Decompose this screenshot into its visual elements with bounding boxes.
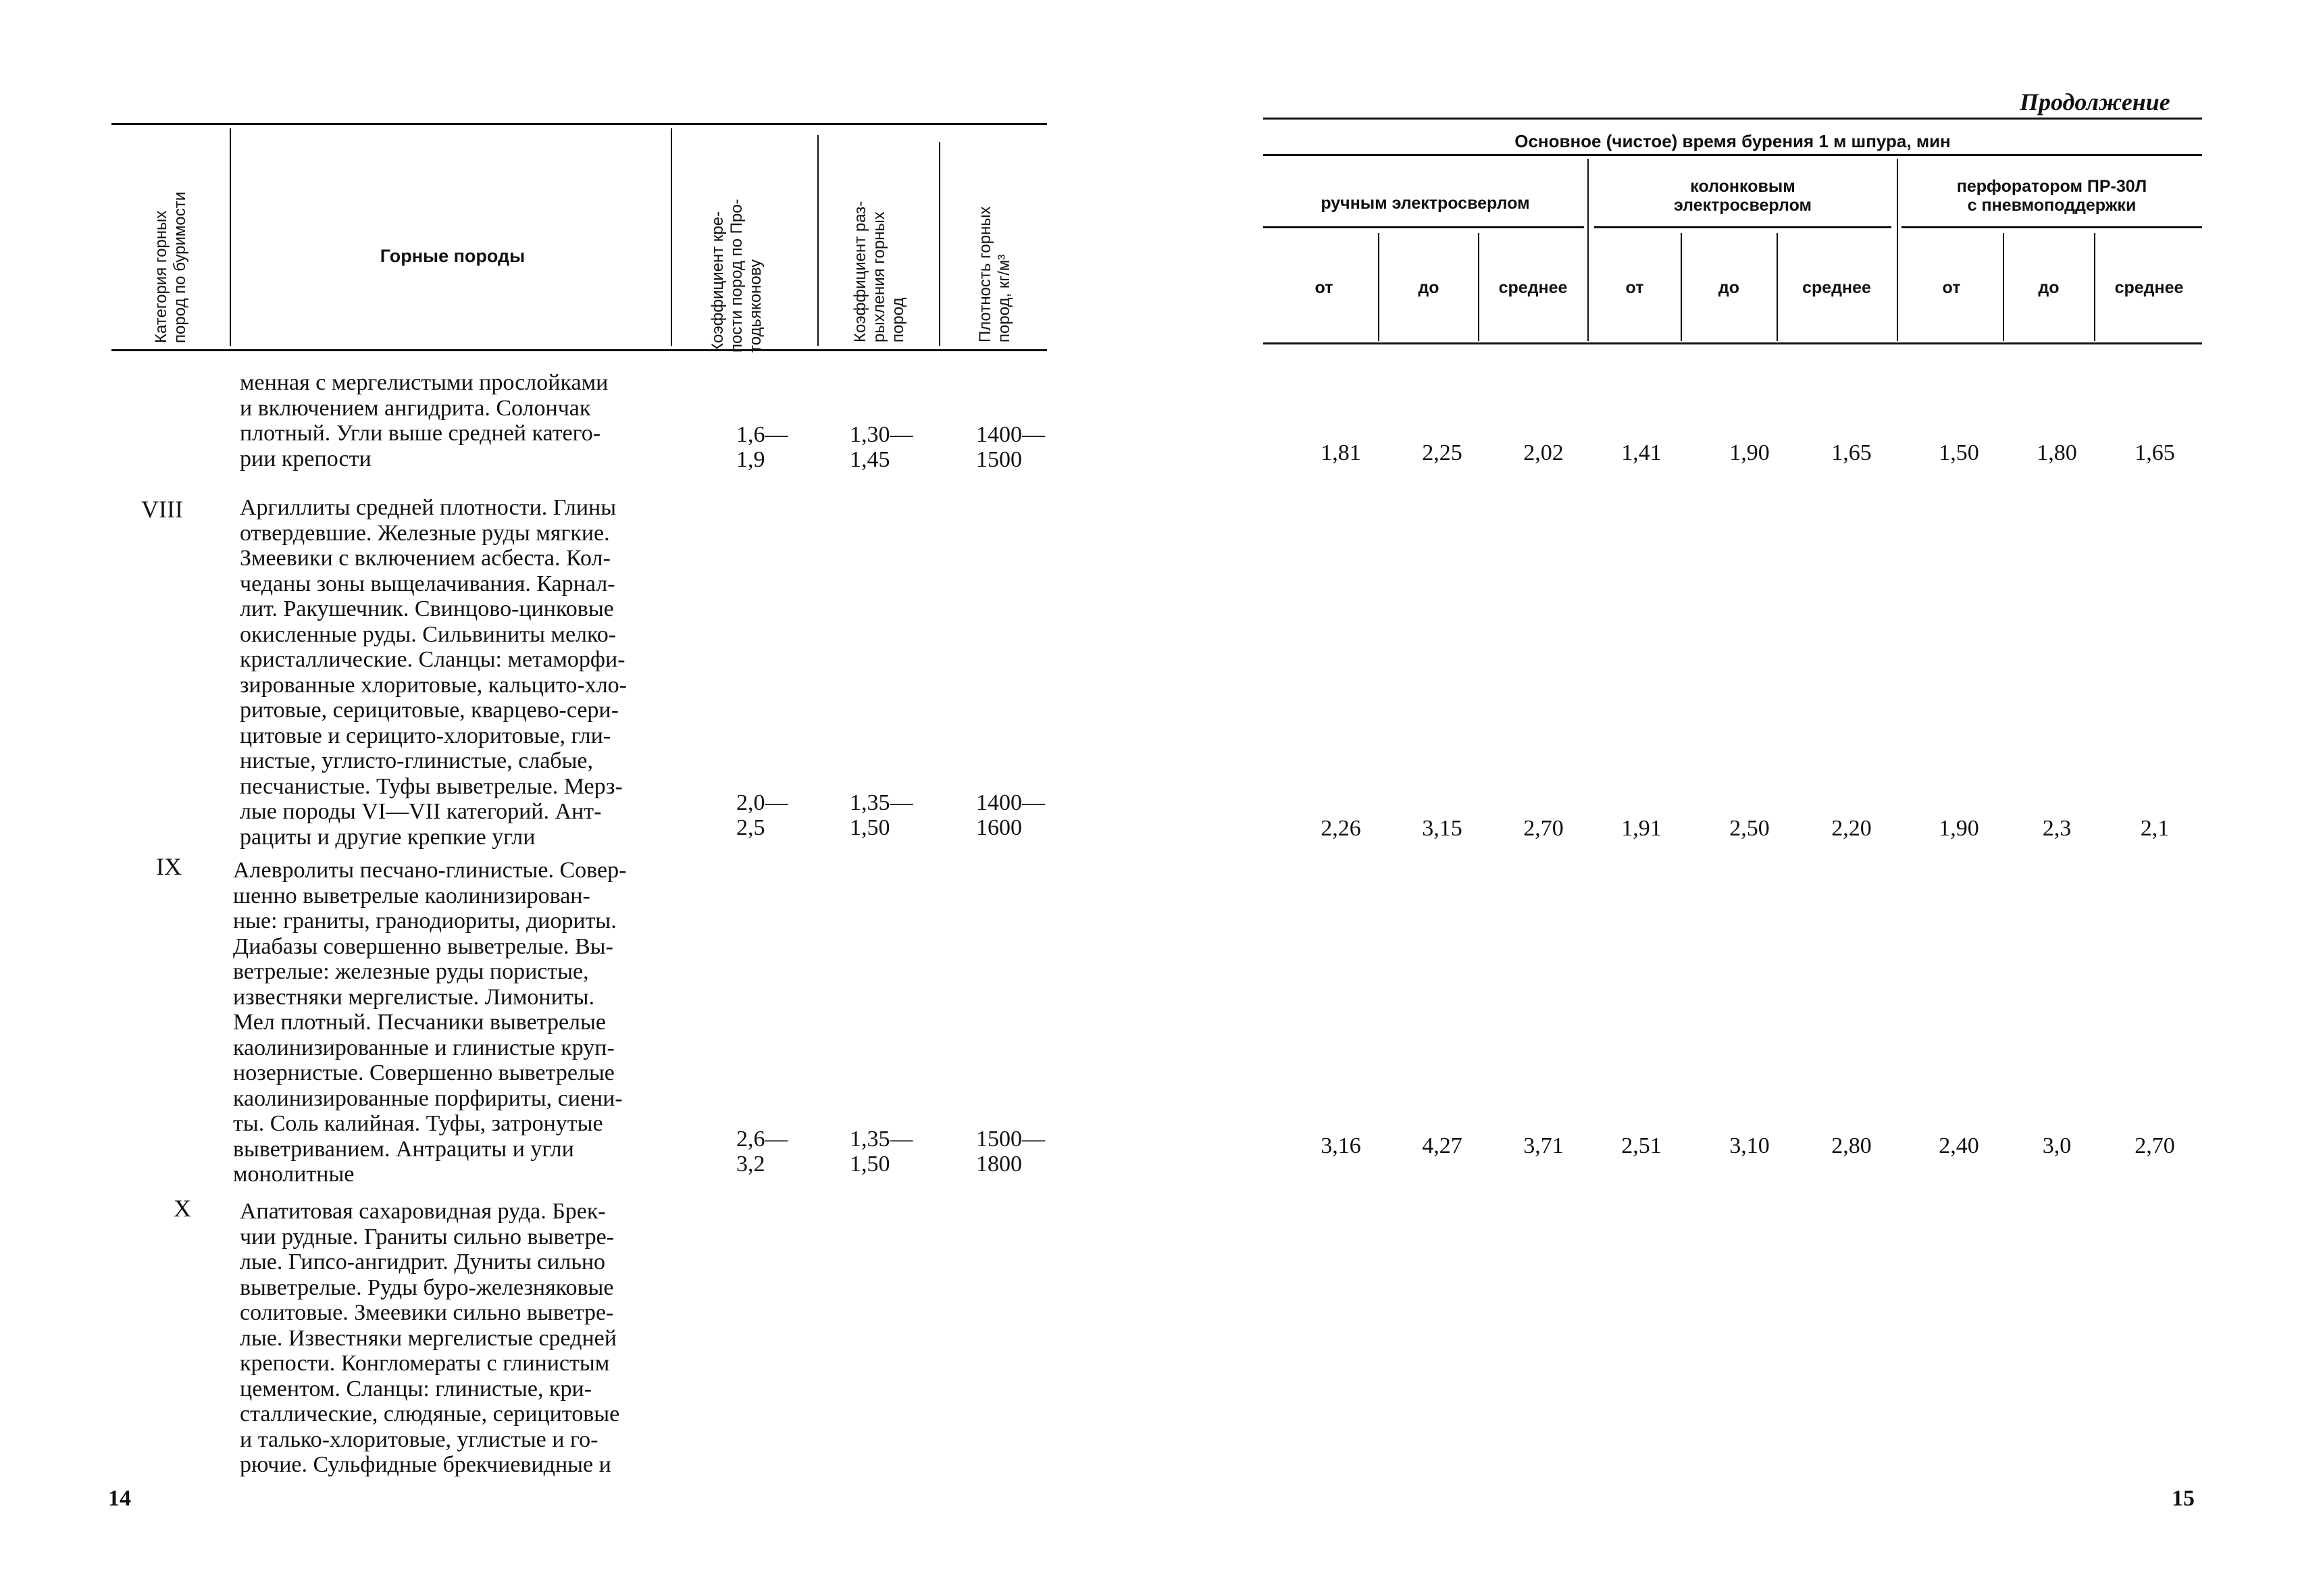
time-value: 2,02: [1523, 440, 1564, 465]
sub-divider: [1681, 233, 1682, 341]
group-header-perforator: перфоратором ПР-30Л с пневмоподдержки: [1956, 177, 2147, 215]
left-header-bottom-rule: [111, 349, 1047, 351]
time-value: 2,20: [1831, 816, 1872, 841]
time-value: 1,80: [2037, 440, 2077, 465]
subheader-from: от: [1314, 278, 1333, 297]
subheader-to: до: [1418, 278, 1439, 297]
rock-description: Аргиллиты средней плотности. Глины отвердевшие. Железные руды мягкие. Змеевики с включением асбеста. Кол- чеданы зоны выщелачивания. Карнал- лит. Ракушечник. Свинцово-цинковые окисленные руды. Сильвиниты мелко- кристаллические. Сланцы: метаморфи- зированные хлоритовые, кальцито-хло- ритовые, серицитовые, кварцево-сери- цитовые и серицито-хлоритовые, гли- нистые, углисто-глинистые, слабые, песчанистые. Туфы выветрелые. Мерз- лые породы VI—VII категорий. Ант- рациты и другие крепкие угли: [240, 495, 627, 850]
continuation-label: Продолжение: [2020, 88, 2170, 115]
subheader-average: среднее: [1802, 278, 1871, 297]
main-header: Основное (чистое) время бурения 1 м шпура, мин: [1514, 131, 1951, 151]
page-number-left: 14: [108, 1486, 131, 1511]
subheader-from: от: [1625, 278, 1644, 297]
time-value: 2,25: [1422, 440, 1462, 465]
left-col-divider-3: [817, 135, 819, 346]
time-value: 3,10: [1729, 1133, 1770, 1158]
time-value: 1,65: [2135, 440, 2175, 465]
density-value: 1400— 1500: [976, 422, 1045, 472]
subheader-average: среднее: [1498, 278, 1568, 297]
time-value: 2,3: [2042, 816, 2072, 841]
time-value: 2,40: [1939, 1133, 1979, 1158]
group-2-rule: [1594, 226, 1891, 228]
group-3-rule: [1901, 226, 2202, 228]
right-header-bottom-rule: [1263, 342, 2202, 344]
header-strength-coefficient: Коэффициент кре- пости пород по Про- тодьяконову: [709, 199, 765, 353]
time-value: 2,1: [2140, 816, 2170, 841]
time-value: 2,70: [2135, 1133, 2175, 1158]
left-header-top-rule: [111, 123, 1047, 125]
time-value: 2,80: [1831, 1133, 1872, 1158]
category-label: X: [174, 1195, 191, 1222]
strength-value: 2,6— 3,2: [736, 1127, 788, 1177]
time-value: 1,81: [1321, 440, 1361, 465]
group-1-rule: [1263, 226, 1584, 228]
subheader-to: до: [2038, 278, 2060, 297]
rock-description-continued: менная с мергелистыми прослойками и включением ангидрита. Солончак плотный. Угли выше средней катего- рии крепости: [240, 370, 609, 471]
rock-description: Алевролиты песчано-глинистые. Совер- шенно выветрелые каолинизирован- ные: граниты, гранодиориты, диориты. Диабазы совершенно выветрелые. Вы- ветрелые: железные руды пористые, известняки мергелистые. Лимониты. Мел плотный. Песчаники выветрелые каолинизированные и глинистые круп- нозернистые. Совершенно выветрелые каолинизированные порфириты, сиени- ты. Соль калийная. Туфы, затронутые выветриванием. Антрациты и угли монолитные: [233, 858, 627, 1187]
subheader-to: до: [1718, 278, 1740, 297]
sub-divider: [2003, 233, 2004, 341]
time-value: 2,70: [1523, 816, 1564, 841]
group-header-column-drill: колонковым электросверлом: [1673, 177, 1812, 215]
time-value: 1,65: [1831, 440, 1872, 465]
subheader-from: от: [1942, 278, 1961, 297]
loosening-value: 1,35— 1,50: [850, 790, 913, 840]
time-value: 3,71: [1523, 1133, 1564, 1158]
header-rocks: Горные породы: [380, 246, 526, 266]
time-value: 1,90: [1729, 440, 1770, 465]
sub-divider: [2094, 233, 2095, 341]
time-value: 1,41: [1621, 440, 1662, 465]
header-density: Плотность горных пород, кг/м³: [976, 206, 1013, 342]
right-main-header-rule: [1263, 154, 2202, 156]
loosening-value: 1,35— 1,50: [850, 1127, 913, 1177]
time-value: 2,26: [1321, 816, 1361, 841]
strength-value: 1,6— 1,9: [736, 422, 788, 472]
sub-divider: [1777, 233, 1778, 341]
group-divider-1: [1587, 159, 1589, 341]
category-label: IX: [156, 853, 182, 880]
header-loosening-coefficient: Коэффициент раз- рыхления горных пород: [851, 201, 907, 342]
time-value: 3,15: [1422, 816, 1462, 841]
time-value: 1,90: [1939, 816, 1979, 841]
page-number-right: 15: [2172, 1486, 2195, 1511]
left-col-divider-1: [230, 128, 231, 346]
header-category: Категория горных пород по буримости: [152, 191, 189, 343]
sub-divider: [1478, 233, 1479, 341]
subheader-average: среднее: [2114, 278, 2184, 297]
time-value: 1,91: [1621, 816, 1662, 841]
rock-description: Апатитовая сахаровидная руда. Брек- чии рудные. Граниты сильно выветре- лые. Гипсо-ангидрит. Дуниты сильно выветрелые. Руды буро-железняковые солитовые. Змеевики сильно выветре- лые. Известняки мергелистые средней крепости. Конгломераты с глинистым цементом. Сланцы: глинистые, кри- сталлические, слюдяные, серицитовые и талько-хлоритовые, углистые и го- рючие. Сульфидные брекчиевидные и: [240, 1199, 620, 1477]
left-col-divider-2: [671, 128, 672, 346]
time-value: 3,0: [2042, 1133, 2072, 1158]
category-label: VIII: [141, 496, 183, 523]
time-value: 2,50: [1729, 816, 1770, 841]
density-value: 1500— 1800: [976, 1127, 1045, 1177]
left-col-divider-4: [939, 142, 940, 346]
time-value: 3,16: [1321, 1133, 1361, 1158]
group-divider-2: [1897, 159, 1898, 341]
time-value: 4,27: [1422, 1133, 1462, 1158]
density-value: 1400— 1600: [976, 790, 1045, 840]
right-header-top-rule: [1263, 118, 2202, 120]
loosening-value: 1,30— 1,45: [850, 422, 913, 472]
group-header-hand-drill: ручным электросверлом: [1321, 194, 1530, 213]
sub-divider: [1378, 233, 1379, 341]
strength-value: 2,0— 2,5: [736, 790, 788, 840]
time-value: 2,51: [1621, 1133, 1662, 1158]
time-value: 1,50: [1939, 440, 1979, 465]
